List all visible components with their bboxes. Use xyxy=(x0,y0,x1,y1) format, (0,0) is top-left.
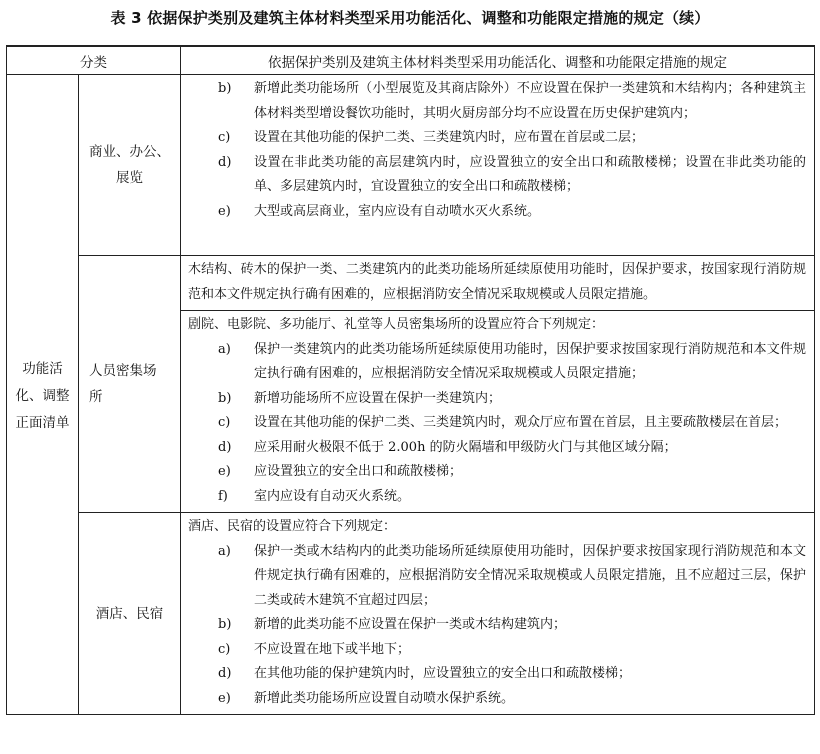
item-text: 应采用耐火极限不低于 2.00h 的防火隔墙和甲级防火门与其他区域分隔； xyxy=(254,439,677,455)
category-crowded-venue xyxy=(79,256,181,513)
item-label: e) xyxy=(218,464,231,479)
list-item xyxy=(188,77,806,126)
item-label: d) xyxy=(218,666,232,681)
item-text: 保护一类建筑内的此类功能场所延续原使用功能时，因保护要求按国家现行消防规范和本文件规定执行确有困难的，应根据消防安全情况采取规模或人员限定措施； xyxy=(254,341,806,381)
intro-text: 酒店、民宿的设置应符合下列规定： xyxy=(188,519,397,534)
category-name-line: 人员密集场 xyxy=(89,363,157,379)
list-item xyxy=(188,387,806,412)
item-text: 新增的此类功能不应设置在保护一类或木结构建筑内； xyxy=(254,617,567,632)
main-category-line: 功能活 xyxy=(22,361,63,377)
list-item xyxy=(188,687,806,712)
item-label: c) xyxy=(218,641,231,657)
regulation-table xyxy=(6,45,815,715)
list-item xyxy=(188,151,806,200)
item-text: 设置在其他功能的保护二类、三类建筑内时，观众厅应布置在首层，且主要疏散楼层在首层； xyxy=(254,415,788,430)
item-text: 设置在其他功能的保护二类、三类建筑内时，应布置在首层或二层； xyxy=(254,130,645,145)
rule-cell-hotel xyxy=(181,513,815,715)
rule-cell-crowded-list xyxy=(181,311,815,513)
item-text: 应设置独立的安全出口和疏散楼梯； xyxy=(254,464,463,479)
list-item xyxy=(188,126,806,151)
item-label: f) xyxy=(218,488,228,504)
item-label: d) xyxy=(218,154,232,170)
category-name-line: 所 xyxy=(89,389,103,405)
item-label: b) xyxy=(218,390,232,406)
category-hotel xyxy=(79,513,181,715)
list-item xyxy=(188,436,806,461)
list-item xyxy=(188,338,806,387)
header-category: 分类 xyxy=(7,46,181,75)
main-category-line: 化、调整 xyxy=(15,388,70,404)
item-label: e) xyxy=(218,690,231,706)
rule-cell-crowded-para xyxy=(181,256,815,311)
item-text: 新增功能场所不应设置在保护一类建筑内； xyxy=(254,390,502,406)
main-category-cell xyxy=(7,75,79,715)
item-label: c) xyxy=(218,130,231,145)
item-label: e) xyxy=(218,203,231,219)
intro-text: 剧院、电影院、多功能厅、礼堂等人员密集场所的设置应符合下列规定： xyxy=(188,317,605,332)
item-text: 设置在非此类功能的高层建筑内时，应设置独立的安全出口和疏散楼梯；设置在非此类功能的单、多层建筑内时，宜设置独立的安全出口和疏散楼梯； xyxy=(254,154,806,194)
item-text: 不应设置在地下或半地下； xyxy=(254,641,411,657)
table-header-row xyxy=(7,46,815,75)
list-item xyxy=(188,540,806,614)
list-item xyxy=(188,200,806,225)
item-label: b) xyxy=(218,81,232,96)
item-text: 新增此类功能场所（小型展览及其商店除外）不应设置在保护一类建筑和木结构内；各种建筑主体材料类型增设餐饮功能时，其明火厨房部分均不应设置在历史保护建筑内； xyxy=(254,81,806,121)
paragraph-text: 木结构、砖木的保护一类、二类建筑内的此类功能场所延续原使用功能时，因保护要求，按国家现行消防规范和本文件规定执行确有困难的，应根据消防安全情况采取规模或人员限定措施。 xyxy=(188,262,806,302)
list-item xyxy=(188,411,806,436)
table-row xyxy=(7,513,815,715)
item-label: a) xyxy=(218,341,231,357)
category-commercial xyxy=(79,75,181,256)
rule-cell-commercial xyxy=(181,75,815,256)
table-caption: 表 3 依据保护类别及建筑主体材料类型采用功能活化、调整和功能限定措施的规定（续） xyxy=(110,9,710,27)
header-rule: 依据保护类别及建筑主体材料类型采用功能活化、调整和功能限定措施的规定 xyxy=(181,46,815,75)
item-label: b) xyxy=(218,617,232,632)
main-category-line: 正面清单 xyxy=(15,415,70,431)
item-text: 新增此类功能场所应设置自动喷水保护系统。 xyxy=(254,690,515,706)
category-name-line: 展览 xyxy=(116,170,143,186)
item-label: c) xyxy=(218,415,231,430)
list-item xyxy=(188,485,806,510)
list-item xyxy=(188,638,806,663)
table-row xyxy=(7,256,815,311)
item-label: a) xyxy=(218,543,231,559)
list-item xyxy=(188,613,806,638)
item-text: 保护一类或木结构内的此类功能场所延续原使用功能时，因保护要求按国家现行消防规范和本文件规定执行确有困难的，应根据消防安全情况采取规模或人员限定措施，且不应超过三层，保护二类或砖木建筑不宜超过四层； xyxy=(254,543,806,608)
item-label: d) xyxy=(218,439,232,455)
item-text: 室内应设有自动灭火系统。 xyxy=(254,488,411,504)
item-text: 大型或高层商业，室内应设有自动喷水灭火系统。 xyxy=(254,203,541,219)
item-text: 在其他功能的保护建筑内时，应设置独立的安全出口和疏散楼梯； xyxy=(254,666,632,681)
list-item xyxy=(188,460,806,485)
category-name-line: 商业、办公、 xyxy=(89,144,170,160)
category-name-line: 酒店、民宿 xyxy=(95,605,164,622)
table-row xyxy=(7,75,815,256)
list-item xyxy=(188,662,806,687)
